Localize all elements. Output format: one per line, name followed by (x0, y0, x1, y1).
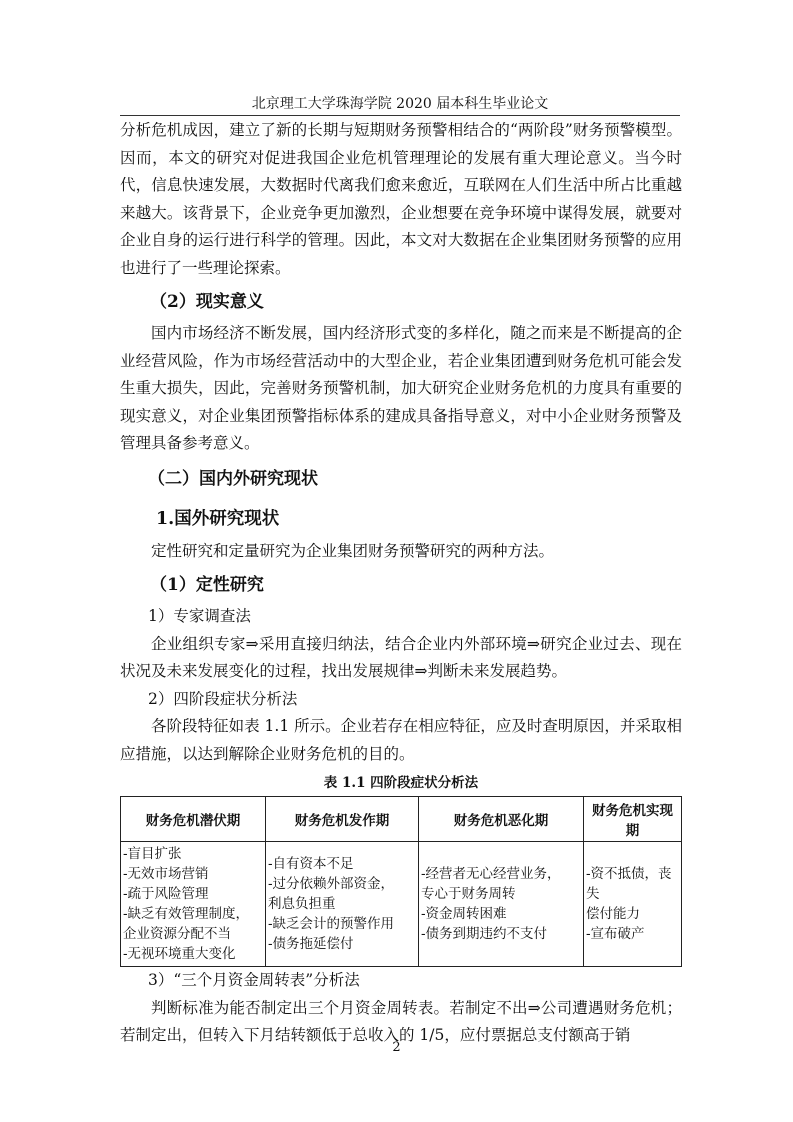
table-cell-onset (266, 842, 419, 967)
table-header-onset: 财务危机发作期 (266, 797, 419, 842)
cell-line: 利息负担重 (268, 896, 336, 912)
list-item-expert-survey: 1）专家调查法 (148, 607, 251, 625)
cell-line: 企业资源分配不当 (123, 926, 231, 942)
cell-line: -盲目扩张 (123, 846, 182, 862)
table-cell-latent (121, 842, 266, 967)
cell-line: -资不抵债，丧失 (586, 866, 672, 902)
table-header-row (121, 797, 682, 842)
symptom-table (120, 796, 682, 967)
list-item-three-month: 3）“三个月资金周转表”分析法 (148, 971, 360, 989)
table-header-realize: 财务危机实现期 (584, 797, 682, 842)
page-header: 北京理工大学珠海学院 2020 届本科生毕业论文 (120, 95, 680, 116)
list-item-four-stage: 2）四阶段症状分析法 (148, 689, 298, 708)
paragraph-four-stage: 各阶段特征如表 1.1 所示。企业若存在相应特征，应及时查明原因，并采取相应措施，以达到解除企业财务危机的目的。 (120, 717, 682, 763)
heading-practical-significance: （2）现实意义 (150, 292, 264, 312)
cell-line: -缺乏会计的预警作用 (268, 916, 395, 932)
paragraph-research-methods: 定性研究和定量研究为企业集团财务预警研究的两种方法。 (151, 541, 555, 560)
cell-line: -宣布破产 (586, 926, 645, 942)
cell-line: 偿付能力 (586, 906, 640, 922)
cell-line: 专心于财务周转 (421, 886, 516, 902)
heading-foreign-research: 1.国外研究现状 (156, 508, 280, 529)
table-row (121, 842, 682, 967)
table-header-latent: 财务危机潜伏期 (121, 797, 266, 842)
cell-line: -疏于风险管理 (123, 886, 209, 902)
cell-line: -资金周转困难 (421, 906, 507, 922)
table-caption: 表 1.1 四阶段症状分析法 (323, 775, 479, 791)
cell-line: -债务到期违约不支付 (421, 926, 548, 942)
table-cell-deteriorate (419, 842, 584, 967)
cell-line: -缺乏有效管理制度， (123, 906, 250, 922)
table-cell-realize (584, 842, 682, 967)
paragraph-practical-significance: 国内市场经济不断发展，国内经济形式变的多样化，随之而来是不断提高的企业经营风险，作为市场经营活动中的大型企业，若企业集团遭到财务危机可能会发生重大损失，因此，完善财务预警机制，加大研究企业财务危机的力度具有重要的现实意义，对企业集团预警指标体系的建成具备指导意义，对中小企业财务预警及管理具备参考意义。 (120, 324, 682, 452)
table-header-deteriorate: 财务危机恶化期 (419, 797, 584, 842)
page-number: 2 (392, 1040, 401, 1055)
cell-line: -经营者无心经营业务， (421, 866, 561, 882)
page-content (120, 117, 682, 1050)
paragraph-theory-significance: 分析危机成因，建立了新的长期与短期财务预警相结合的“两阶段”财务预警模型。因而，本文的研究对促进我国企业危机管理理论的发展有重大理论意义。当今时代，信息快速发展，大数据时代离我们愈来愈近，互联网在人们生活中所占比重越来越大。该背景下，企业竞争更加激烈，企业想要在竞争环境中谋得发展，就要对企业自身的运行进行科学的管理。因此，本文对大数据在企业集团财务预警的应用也进行了一些理论探索。 (120, 121, 682, 277)
heading-research-status: （二）国内外研究现状 (148, 468, 318, 489)
cell-line: -债务拖延偿付 (268, 936, 354, 952)
cell-line: -无效市场营销 (123, 866, 209, 882)
cell-line: -自有资本不足 (268, 856, 354, 872)
cell-line: -过分依赖外部资金， (268, 876, 395, 892)
paragraph-expert-survey: 企业组织专家⇒采用直接归纳法，结合企业内外部环境⇒研究企业过去、现在状况及未来发展变化的过程，找出发展规律⇒判断未来发展趋势。 (120, 634, 682, 680)
heading-qualitative-research: （1）定性研究 (150, 575, 264, 595)
cell-line: -无视环境重大变化 (123, 946, 236, 962)
paragraph-three-month: 判断标准为能否制定出三个月资金周转表。若制定不出⇒公司遭遇财务危机；若制定出，但转入下月结转额低于总收入的 1/5，应付票据总支付额高于销 (120, 998, 682, 1044)
